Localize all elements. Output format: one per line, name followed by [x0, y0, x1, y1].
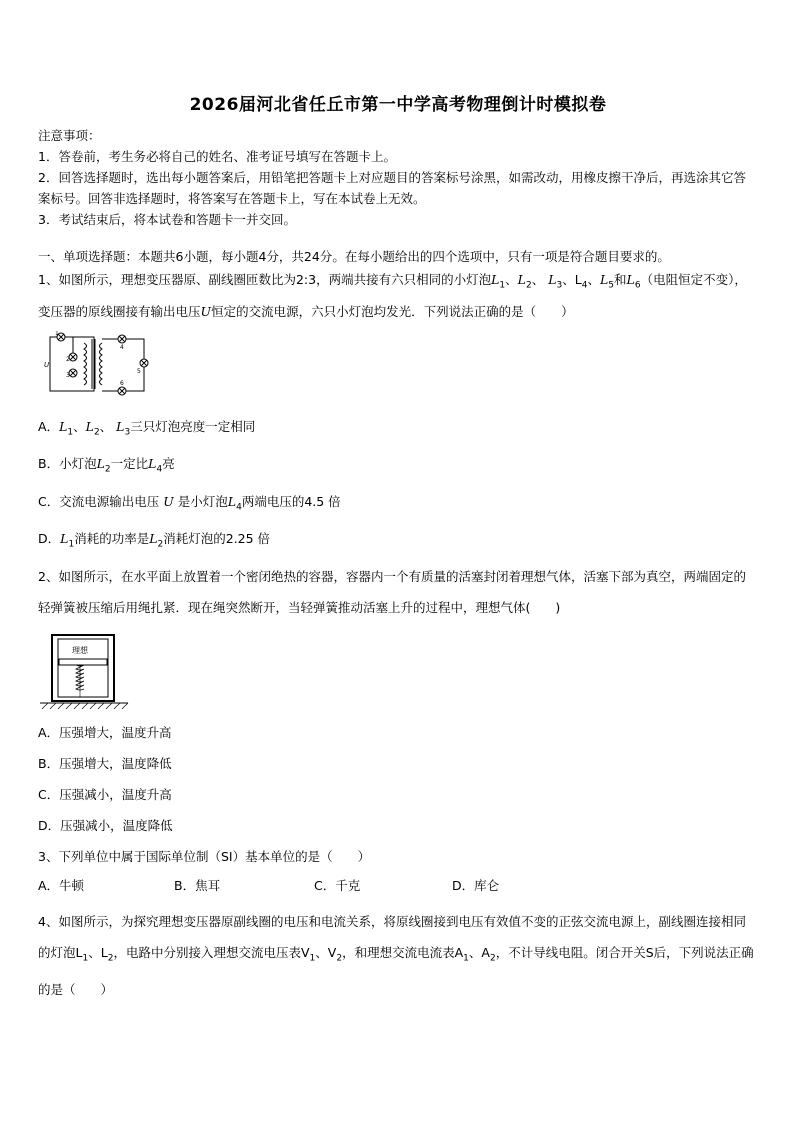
question-1-stem: 1、如图所示，理想变压器原、副线圈匝数比为2:3，两端共接有六只相同的小灯泡$L_1$、$L_2$、 $L_3$、$L_4$、$L_5$和$L_6$（电阻恒定不变），变压器的原线圈接有输出电压U恒定的交流电源，六只小灯泡均发光．下列说法正确的是（ ）	[38, 272, 747, 319]
question-1-option-c: C．交流电源输出电压 U 是小灯泡$L_4$两端电压的4.5 倍	[38, 493, 341, 512]
notice-item-1: 1．答卷前，考生务必将自己的姓名、准考证号填写在答题卡上。	[38, 149, 396, 164]
question-1-option-b: B．小灯泡$L_2$一定比$L_4$亮	[38, 456, 175, 475]
svg-text:5: 5	[137, 367, 141, 375]
piston-container-figure	[38, 629, 130, 709]
question-3-option-b: B．焦耳	[174, 877, 221, 893]
svg-text:6: 6	[120, 379, 124, 387]
svg-text:理想: 理想	[72, 645, 88, 655]
notice-item-2: 2．回答选择题时，选出每小题答案后，用铅笔把答题卡上对应题目的答案标号涂黑，如需改动，用橡皮擦干净后，再选涂其它答案标号。回答非选择题时，将答案写在答题卡上，写在本试卷上无效。	[38, 170, 746, 206]
question-4	[38, 906, 758, 1006]
question-2-option-c: C．压强减小，温度升高	[38, 786, 172, 802]
svg-text:2: 2	[66, 355, 70, 363]
question-2-option-a: A．压强增大，温度升高	[38, 724, 172, 740]
section-heading: 一、单项选择题：本题共6小题，每小题4分，共24分。在每小题给出的四个选项中，只有一项是符合题目要求的。	[38, 249, 670, 264]
question-2-option-b: B．压强增大，温度降低	[38, 755, 172, 771]
question-3-option-a: A．牛顿	[38, 877, 85, 893]
question-3-option-c: C．千克	[314, 877, 361, 893]
svg-text:U: U	[44, 360, 50, 369]
transformer-circuit-figure	[44, 331, 154, 401]
question-3-options	[38, 872, 758, 900]
question-3-option-d: D．库仑	[452, 877, 500, 893]
notice-heading: 注意事项：	[38, 128, 101, 143]
question-2-stem: 2、如图所示，在水平面上放置着一个密闭绝热的容器，容器内一个有质量的活塞封闭着理想气体，活塞下部为真空，两端固定的轻弹簧被压缩后用绳扎紧．现在绳突然断开，当轻弹簧推动活塞上升的过程中，理想气体( )	[38, 568, 746, 615]
question-3-stem: 3、下列单位中属于国际单位制（SI）基本单位的是（ ）	[38, 848, 371, 864]
question-2	[38, 561, 758, 841]
question-1	[38, 267, 758, 561]
question-2-option-d: D．压强减小，温度降低	[38, 817, 173, 833]
page-title: 2026届河北省任丘市第一中学高考物理倒计时模拟卷	[189, 95, 607, 115]
notice-item-3: 3．考试结束后，将本试卷和答题卡一并交回。	[38, 212, 296, 227]
svg-text:3: 3	[66, 371, 70, 379]
question-4-stem: 4、如图所示，为探究理想变压器原副线圈的电压和电流关系，将原线圈接到电压有效值不变的正弦交流电源上，副线圈连接相同的灯泡$L_1$、$L_2$，电路中分别接入理想交流电压表$V_1$、$V_2$，和理想交流电流表$A_1$、$A_2$，不计导线电阻。闭合开关S后，下列说法正确的是（ ）	[38, 913, 754, 997]
exam-page	[38, 80, 758, 1005]
question-3	[38, 841, 758, 900]
question-1-option-d: D．$L_1$消耗的功率是$L_2$消耗灯泡的2.25 倍	[38, 531, 271, 550]
notice-block	[38, 125, 758, 230]
svg-text:1: 1	[55, 330, 59, 337]
svg-text:4: 4	[120, 343, 124, 351]
question-1-option-a: A．$L_1$、$L_2$、 $L_3$三只灯泡亮度一定相同	[38, 418, 256, 437]
